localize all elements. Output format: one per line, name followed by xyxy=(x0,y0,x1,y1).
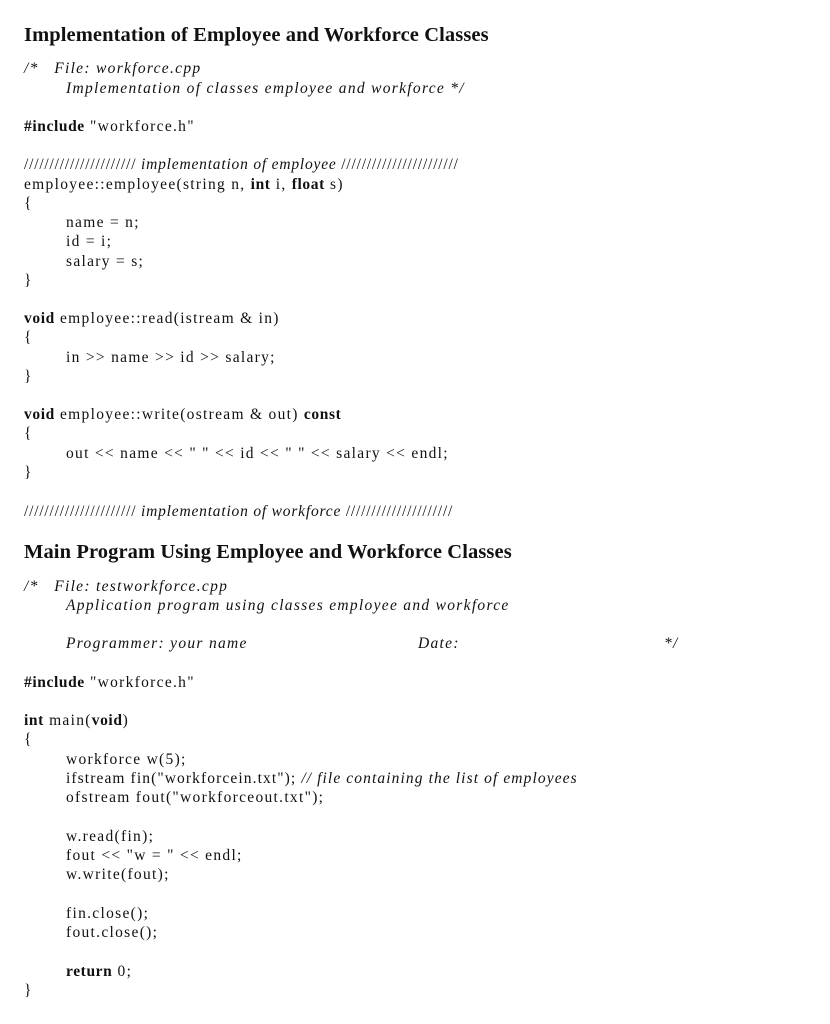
include-keyword: #include xyxy=(24,118,85,135)
return-value: 0; xyxy=(112,963,133,980)
main-signature xyxy=(24,711,129,731)
include-keyword: #include xyxy=(24,674,85,691)
read-open-brace: { xyxy=(24,329,32,346)
include-file: "workforce.h" xyxy=(89,674,195,691)
section1-include xyxy=(24,117,195,137)
date-label: Date: xyxy=(418,635,460,652)
read-signature: employee::read(istream & in) xyxy=(54,310,280,327)
section2-file-comment xyxy=(24,577,228,597)
main-name: main( xyxy=(43,712,92,729)
void-keyword: void xyxy=(91,712,123,729)
constructor-body-line: salary = s; xyxy=(66,253,145,270)
section1-comment-description: Implementation of classes employee and workforce */ xyxy=(66,80,465,97)
section2-comment-description: Application program using classes employee and workforce xyxy=(66,597,510,614)
separator-workforce xyxy=(24,502,453,522)
programmer-label: Programmer: xyxy=(66,635,165,652)
main-body-line: fout << "w = " << endl; xyxy=(66,847,243,864)
file-label: File: xyxy=(54,578,91,595)
section1-heading: Implementation of Employee and Workforce Classes xyxy=(24,24,489,46)
constructor-body-line: id = i; xyxy=(66,233,113,250)
include-file: "workforce.h" xyxy=(89,118,195,135)
comment-open: /* xyxy=(24,60,39,77)
file-name: workforce.cpp xyxy=(96,60,202,77)
file-name: testworkforce.cpp xyxy=(96,578,229,595)
programmer-value: your name xyxy=(170,635,248,652)
ifstream-declaration: ifstream fin("workforcein.txt"); xyxy=(66,770,302,787)
main-paren-close: ) xyxy=(122,712,130,729)
float-keyword: float xyxy=(291,176,325,193)
write-close-brace: } xyxy=(24,464,32,481)
comment-open: /* xyxy=(24,578,39,595)
separator-slashes-left: ////////////////////// xyxy=(24,503,137,520)
read-body-line: in >> name >> id >> salary; xyxy=(66,349,276,366)
write-signature: employee::write(ostream & out) xyxy=(54,406,304,423)
return-statement xyxy=(66,962,132,982)
section2-heading: Main Program Using Employee and Workforce Classes xyxy=(24,541,512,563)
constructor-signature-mid: i, xyxy=(270,176,292,193)
separator-employee xyxy=(24,155,459,175)
fin-comment: // file containing the list of employees xyxy=(301,770,578,787)
main-body-line: workforce w(5); xyxy=(66,751,187,768)
section2-include xyxy=(24,673,195,693)
const-keyword: const xyxy=(303,406,342,423)
main-body-line: w.write(fout); xyxy=(66,866,170,883)
comment-close: */ xyxy=(664,635,679,652)
programmer-line xyxy=(66,634,248,654)
file-label: File: xyxy=(54,60,91,77)
main-body-line: ofstream fout("workforceout.txt"); xyxy=(66,789,325,806)
constructor-body-line: name = n; xyxy=(66,214,140,231)
return-keyword: return xyxy=(66,963,113,980)
read-function-signature xyxy=(24,309,280,329)
main-open-brace: { xyxy=(24,731,32,748)
separator-text: implementation of employee xyxy=(141,156,337,173)
read-close-brace: } xyxy=(24,368,32,385)
write-open-brace: { xyxy=(24,425,32,442)
constructor-signature-end: s) xyxy=(324,176,344,193)
main-body-line: fout.close(); xyxy=(66,924,159,941)
int-keyword: int xyxy=(24,712,44,729)
section1-file-comment xyxy=(24,59,201,79)
main-close-brace: } xyxy=(24,982,32,999)
write-function-signature xyxy=(24,405,341,425)
write-body-line: out << name << " " << id << " " << salary << endl; xyxy=(66,445,449,462)
separator-text: implementation of workforce xyxy=(141,503,342,520)
int-keyword: int xyxy=(250,176,271,193)
void-keyword: void xyxy=(24,310,55,327)
constructor-open-brace: { xyxy=(24,195,32,212)
main-body-line xyxy=(66,769,578,789)
main-body-line: fin.close(); xyxy=(66,905,150,922)
separator-slashes-left: ////////////////////// xyxy=(24,156,137,173)
void-keyword: void xyxy=(24,406,55,423)
constructor-close-brace: } xyxy=(24,272,32,289)
separator-slashes-right: ///////////////////// xyxy=(345,503,454,520)
constructor-signature xyxy=(24,175,344,195)
main-body-line: w.read(fin); xyxy=(66,828,155,845)
constructor-signature-start: employee::employee(string n, xyxy=(24,176,251,193)
separator-slashes-right: /////////////////////// xyxy=(341,156,459,173)
